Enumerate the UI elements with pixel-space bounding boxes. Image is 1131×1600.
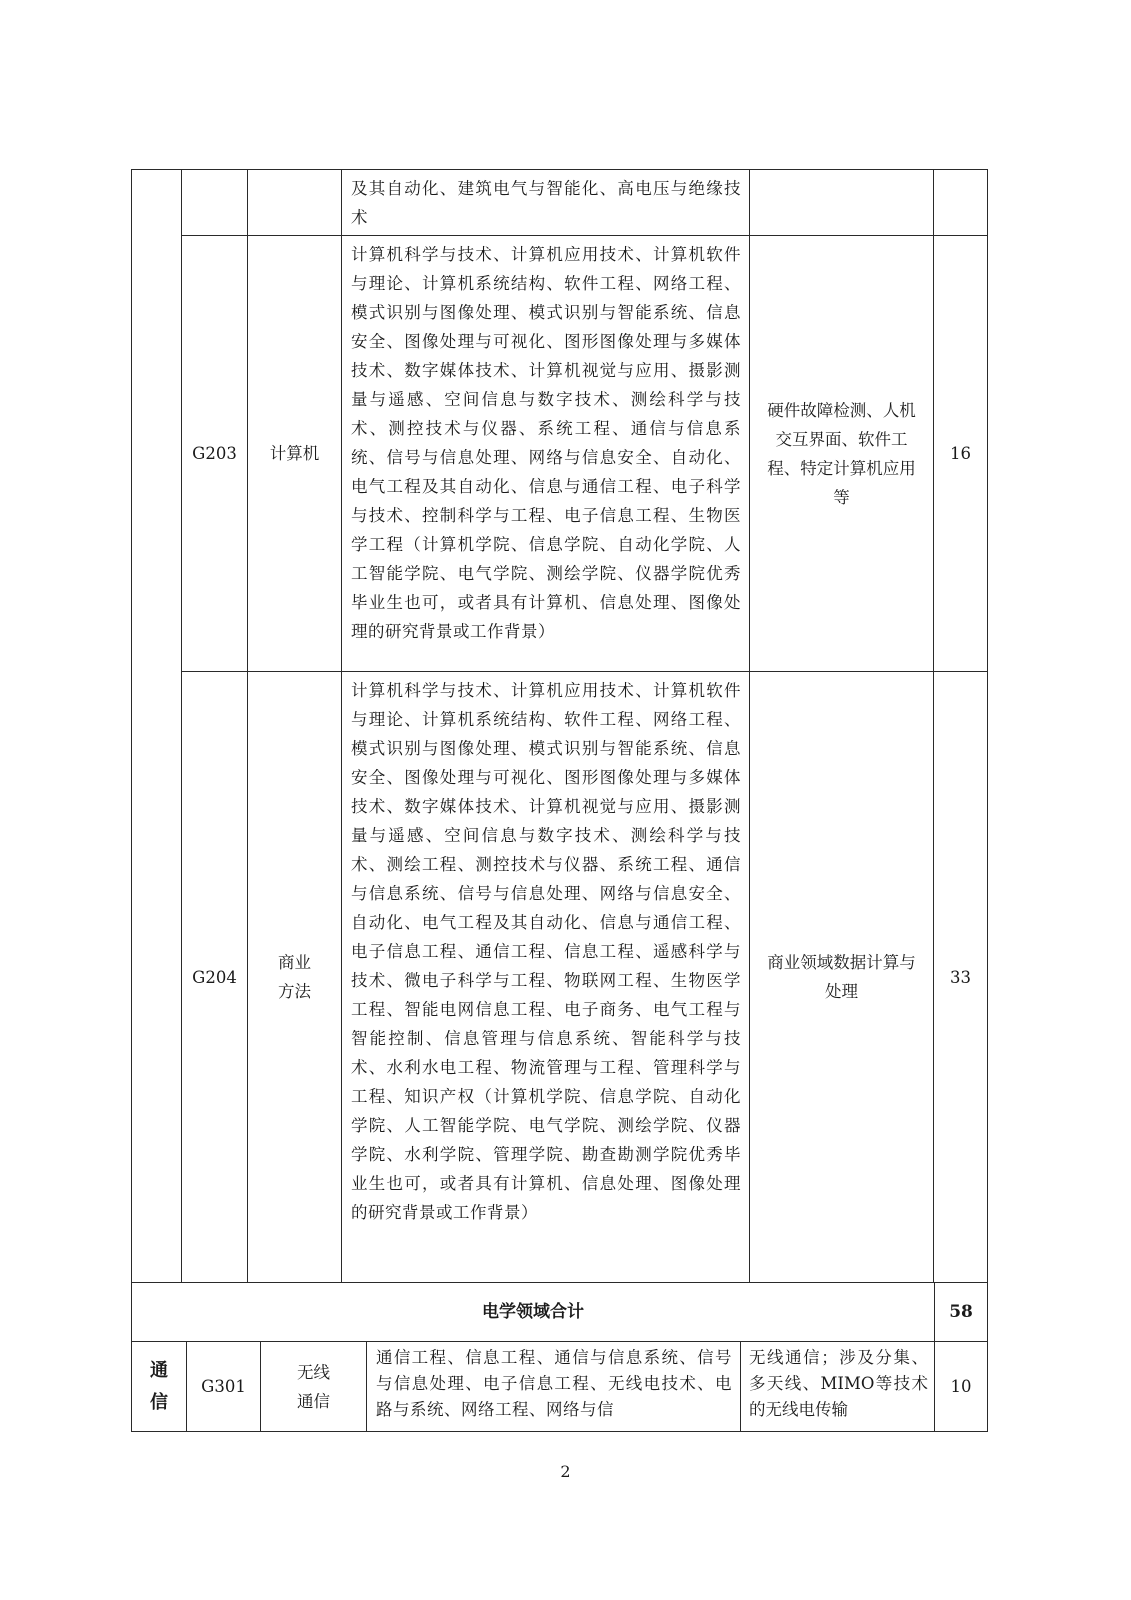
majors-cell: 计算机科学与技术、计算机应用技术、计算机软件与理论、计算机系统结构、软件工程、网络工程、模式识别与图像处理、模式识别与智能系统、信息安全、图像处理与可视化、图形图像处理与多媒体技术、数字媒体技术、计算机视觉与应用、摄影测量与遥感、空间信息与数字技术、测绘科学与技术、测控技术与仪器、系统工程、通信与信息系统、信号与信息处理、网络与信息安全、自动化、电气工程及其自动化、信息与通信工程、电子科学与技术、控制科学与工程、电子信息工程、生物医学工程（计算机学院、信息学院、自动化学院、人工智能学院、电气学院、测绘学院、仪器学院优秀毕业生也可，或者具有计算机、信息处理、图像处理的研究背景或工作背景）	[342, 236, 750, 672]
majors-cell: 计算机科学与技术、计算机应用技术、计算机软件与理论、计算机系统结构、软件工程、网络工程、模式识别与图像处理、模式识别与智能系统、信息安全、图像处理与可视化、图形图像处理与多媒体技术、数字媒体技术、计算机视觉与应用、摄影测量与遥感、空间信息与数字技术、测绘科学与技术、测绘工程、测控技术与仪器、系统工程、通信与信息系统、信号与信息处理、网络与信息安全、自动化、电气工程及其自动化、信息与通信工程、电子信息工程、通信工程、信息工程、遥感科学与技术、微电子科学与工程、物联网工程、生物医学工程、智能电网信息工程、电子商务、电气工程与智能控制、信息管理与信息系统、智能科学与技术、水利水电工程、物流管理与工程、管理科学与工程、知识产权（计算机学院、信息学院、自动化学院、人工智能学院、电气学院、测绘学院、仪器学院、水利学院、管理学院、勘查勘测学院优秀毕业生也可，或者具有计算机、信息处理、图像处理的研究背景或工作背景）	[342, 672, 750, 1283]
direction-cell: 商业领域数据计算与处理	[750, 672, 934, 1283]
table-row	[132, 170, 988, 236]
name-line: 无线	[297, 1362, 330, 1382]
direction-cell	[750, 170, 934, 236]
code-cell: G203	[182, 236, 248, 672]
subtotal-label: 电学领域合计	[132, 1283, 935, 1342]
page-number: 2	[560, 1462, 571, 1481]
name-cell	[261, 1342, 367, 1432]
name-line: 商业	[278, 953, 311, 972]
majors-cell: 及其自动化、建筑电气与智能化、高电压与绝缘技术	[342, 170, 750, 236]
subtotal-value: 58	[935, 1283, 988, 1342]
count-cell: 33	[934, 672, 988, 1283]
subtotal-row	[132, 1283, 988, 1342]
code-cell: G301	[187, 1342, 261, 1432]
field-cell	[132, 170, 182, 1283]
majors-cell	[367, 1342, 741, 1432]
count-cell: 16	[934, 236, 988, 672]
field-cell	[132, 1342, 187, 1432]
count-cell: 10	[935, 1342, 988, 1432]
name-cell: 计算机	[248, 236, 342, 672]
majors-text: 通信工程、信息工程、通信与信息系统、信号与信息处理、电子信息工程、无线电技术、电路与系统、网络工程、网络与信	[376, 1348, 732, 1419]
field-label: 通信	[150, 1359, 168, 1413]
table-row	[132, 1342, 988, 1432]
count-cell	[934, 170, 988, 236]
code-cell: G204	[182, 672, 248, 1283]
name-cell	[248, 672, 342, 1283]
name-line: 方法	[278, 982, 311, 1001]
positions-table-summary	[131, 1282, 988, 1432]
direction-cell	[741, 1342, 935, 1432]
code-cell	[182, 170, 248, 236]
direction-text: 无线通信；涉及分集、多天线、MIMO等技术的无线电传输	[749, 1348, 929, 1419]
direction-cell: 硬件故障检测、人机交互界面、软件工程、特定计算机应用等	[750, 236, 934, 672]
name-line: 通信	[297, 1391, 330, 1411]
positions-table-electrical	[131, 169, 988, 1283]
name-cell	[248, 170, 342, 236]
table-row	[132, 672, 988, 1283]
table-row	[132, 236, 988, 672]
